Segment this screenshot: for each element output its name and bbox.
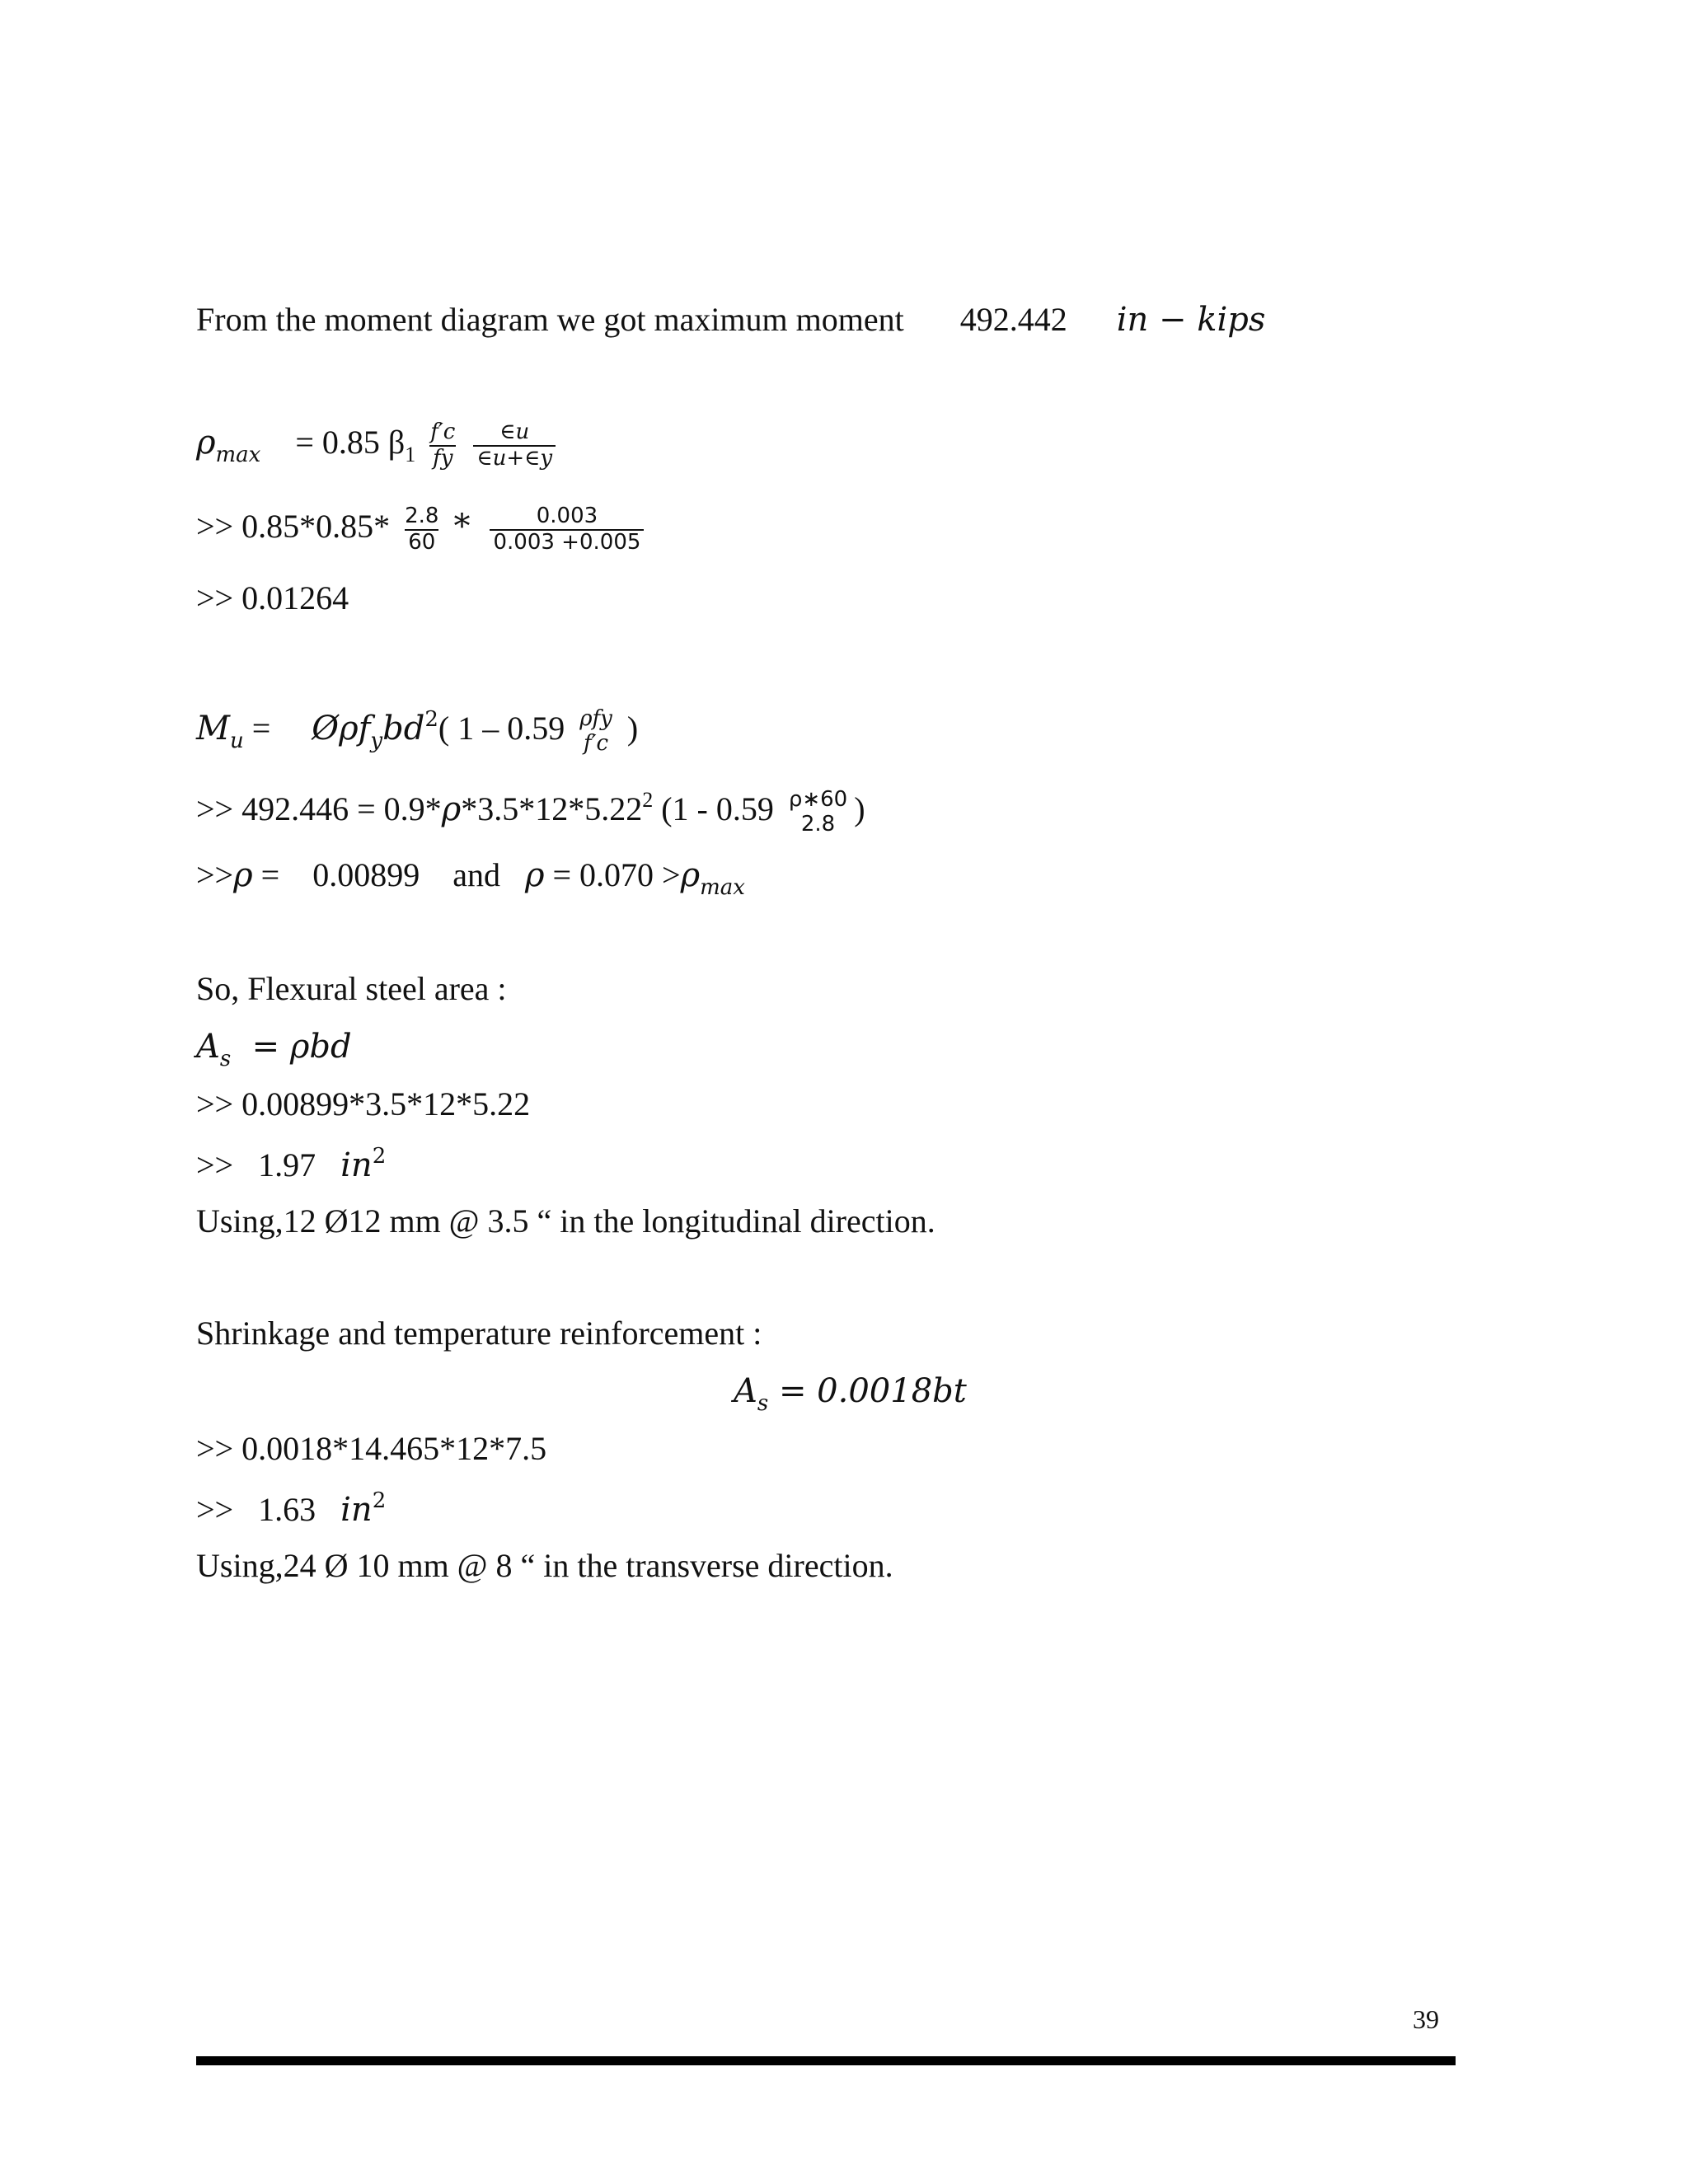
mu-eq: = [251, 710, 279, 748]
rho-max-formula [196, 420, 559, 471]
as-lhs: A [196, 1028, 220, 1066]
shrinkage-step2 [196, 1488, 387, 1529]
flexural-step2 [196, 1146, 386, 1182]
rho-value-1: = 0.00899 and [252, 856, 525, 893]
mu-rhs2: bd [382, 710, 425, 748]
flexural-heading: So, Flexural steel area : [196, 970, 507, 1007]
rho-symbol-2: ρ [524, 856, 545, 894]
unit: in [340, 1491, 373, 1529]
step-prefix: >> 0.85*0.85* [196, 508, 391, 546]
step-middle: *3.5*12*5.22 [461, 790, 643, 828]
rho-max-step2: >> 0.01264 [196, 579, 349, 616]
step-value: >> 1.97 [196, 1146, 341, 1183]
step-value: >> 1.63 [196, 1491, 341, 1528]
rho-symbol: ρ [233, 856, 253, 894]
mu-fraction [576, 707, 616, 757]
mu-lhs: M [196, 710, 230, 748]
unit: in [340, 1146, 373, 1184]
fraction-denominator: 60 [405, 529, 438, 555]
mu-rhs: Øρf [312, 710, 371, 748]
mu-paren-close: ) [626, 710, 639, 748]
step-prefix: >> 492.446 = 0.9* [196, 790, 442, 828]
footer-rule [196, 2056, 1456, 2065]
mu-paren-open: ( 1 – 0.59 [438, 710, 565, 748]
shrinkage-formula [734, 1372, 967, 1416]
step1-fraction-1 [401, 504, 442, 555]
as-lhs: A [734, 1372, 757, 1410]
rho-max-lhs: ρ [196, 424, 216, 462]
flexural-formula [196, 1030, 352, 1070]
fraction-denominator: f′c [583, 730, 609, 756]
fraction-denominator: 0.003 +0.005 [490, 529, 644, 555]
intro-value: 492.442 [959, 301, 1067, 338]
intro-unit: in − kips [1116, 301, 1266, 339]
fraction-numerator: ∈u [499, 419, 530, 444]
mu-lhs-sub: u [229, 729, 244, 754]
fraction-denominator: fy [429, 445, 456, 471]
shrinkage-heading: Shrinkage and temperature reinforcement : [196, 1315, 762, 1352]
page-number: 39 [1413, 2004, 1439, 2034]
rho-max-rhs-prefix: = 0.85 β [295, 424, 406, 462]
mu-formula [196, 707, 638, 757]
times-symbol: * [453, 508, 471, 546]
intro-line [196, 301, 1266, 339]
as-rhs: = ρbd [231, 1028, 352, 1066]
rho-value-2: = 0.070 > [544, 856, 681, 893]
rho-max-symbol: ρ [680, 856, 701, 894]
fraction-numerator: 2.8 [405, 504, 439, 528]
as-rhs: = 0.0018bt [768, 1372, 967, 1410]
step-after: (1 - 0.59 [653, 790, 774, 828]
fraction-numerator: 0.003 [536, 504, 598, 528]
fraction-numerator: f′c [430, 419, 456, 444]
flexural-step1: >> 0.00899*3.5*12*5.22 [196, 1085, 531, 1122]
as-lhs-sub: s [757, 1391, 769, 1416]
mu-step1 [196, 788, 865, 837]
fraction-denominator: ∈u+∈y [473, 445, 556, 471]
unit-sup: 2 [372, 1144, 387, 1169]
intro-text: From the moment diagram we got maximum moment [196, 301, 904, 338]
rho-symbol: ρ [441, 790, 462, 829]
rho-max-sub: max [700, 875, 745, 900]
step1-fraction-2 [490, 504, 644, 555]
fraction-denominator: 2.8 [800, 811, 836, 837]
rho-max-step1 [196, 504, 647, 555]
fraction-numerator: ρ∗60 [788, 787, 848, 812]
step-prefix: >> [196, 856, 234, 893]
rho-max-lhs-sub: max [215, 443, 261, 468]
squared-sup: 2 [642, 788, 654, 813]
fc-over-fy-fraction [427, 420, 458, 471]
strain-fraction [473, 420, 556, 471]
mu-step1-fraction [785, 788, 851, 837]
as-lhs-sub: s [219, 1047, 232, 1071]
mu-step2 [196, 856, 745, 900]
beta-sub: 1 [405, 443, 416, 467]
fraction-numerator: ρfy [579, 706, 612, 731]
mu-rhs2-sup: 2 [424, 707, 438, 733]
shrinkage-using: Using,24 Ø 10 mm @ 8 “ in the transverse direction. [196, 1547, 893, 1584]
step-close: ) [854, 790, 865, 828]
shrinkage-step1: >> 0.0018*14.465*12*7.5 [196, 1430, 547, 1467]
mu-rhs-sub: y [370, 729, 383, 754]
unit-sup: 2 [372, 1488, 387, 1513]
flexural-using: Using,12 Ø12 mm @ 3.5 “ in the longitudinal direction. [196, 1202, 935, 1240]
